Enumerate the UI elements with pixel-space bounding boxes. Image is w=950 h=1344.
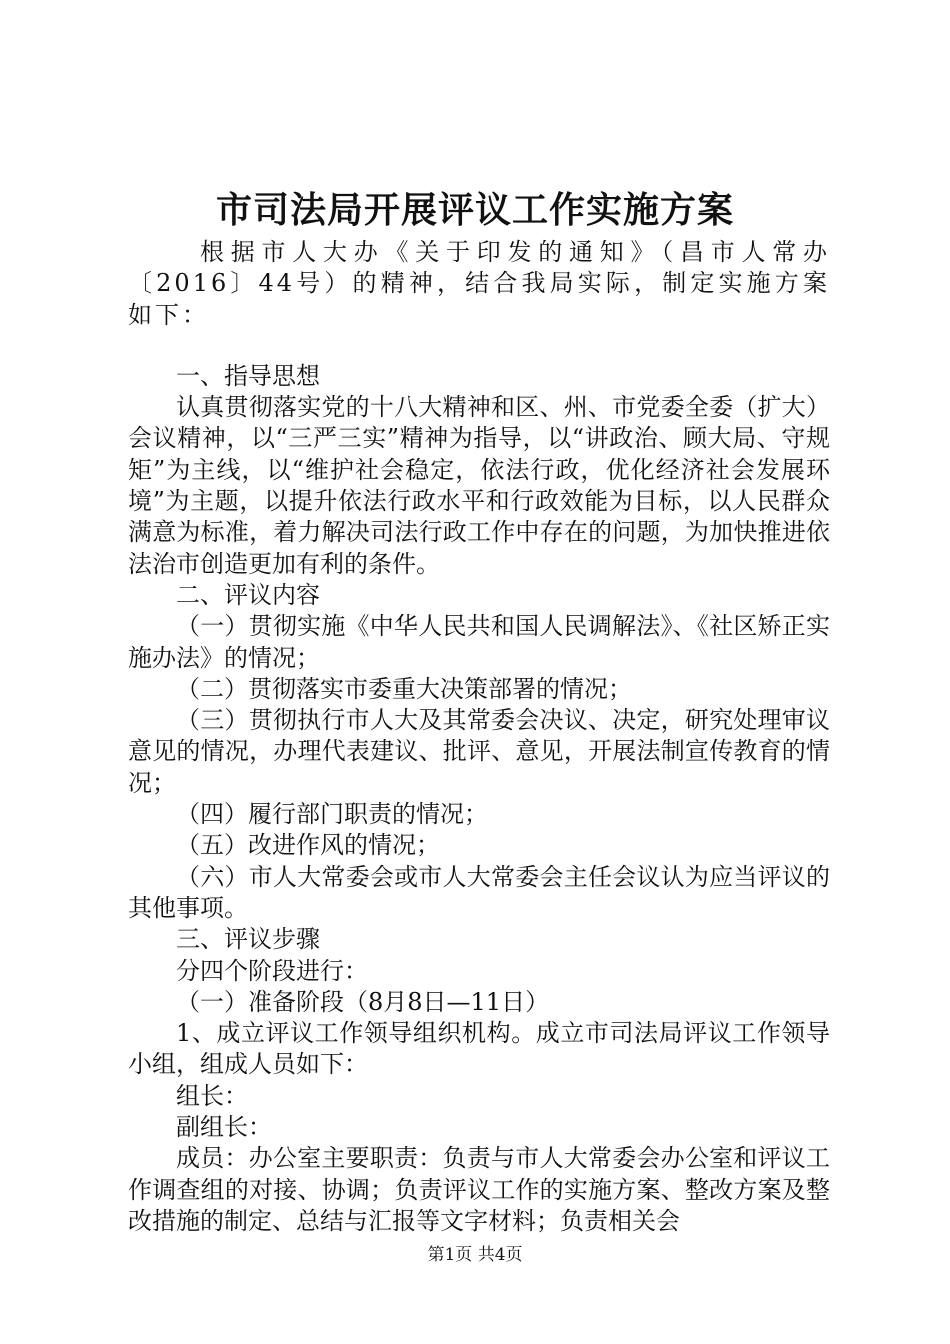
section-heading-review-steps: 三、评议步骤 bbox=[176, 925, 320, 954]
section-heading-review-content: 二、评议内容 bbox=[176, 580, 320, 609]
document-title: 市司法局开展评议工作实施方案 bbox=[215, 189, 734, 231]
body-paragraph: 组长： bbox=[176, 1081, 248, 1110]
list-item: （一）贯彻实施《中华人民共和国人民调解法》、《社区矫正实施办法》的情况； bbox=[128, 612, 830, 672]
body-paragraph: 成员：办公室主要职责：负责与市人大常委会办公室和评议工作调查组的对接、协调；负责评议工作的实施方案、整改方案及整改措施的制定、总结与汇报等文字材料；负责相关会 bbox=[128, 1144, 830, 1235]
list-item: （二）贯彻落实市委重大决策部署的情况； bbox=[176, 674, 632, 703]
body-paragraph: 1、成立评议工作领导组织机构。成立市司法局评议工作领导小组，组成人员如下： bbox=[128, 1019, 830, 1079]
list-item: （三）贯彻执行市人大及其常委会决议、决定，研究处理审议意见的情况，办理代表建议、批评、意见，开展法制宣传教育的情况； bbox=[128, 706, 830, 797]
body-paragraph: 分四个阶段进行： bbox=[176, 956, 368, 985]
body-paragraph: 副组长： bbox=[176, 1113, 272, 1142]
section-heading-guiding-thought: 一、指导思想 bbox=[176, 361, 320, 390]
list-item: （一）准备阶段（8月8日—11日） bbox=[176, 987, 550, 1016]
list-item: （四）履行部门职责的情况； bbox=[176, 800, 488, 829]
document-body bbox=[128, 237, 830, 1237]
list-item: （六）市人大常委会或市人大常委会主任会议认为应当评议的其他事项。 bbox=[128, 862, 830, 922]
body-paragraph: 认真贯彻落实党的十八大精神和区、州、市党委全委（扩大）会议精神，以“三严三实”精神为指导，以“讲政治、顾大局、守规矩”为主线，以“维护社会稳定，依法行政，优化经济社会发展环境”为主题，以提升依法行政水平和行政效能为目标，以人民群众满意为标准，着力解决司法行政工作中存在的问题，为加快推进依法治市创造更加有利的条件。 bbox=[128, 393, 830, 578]
page-number-footer: 第1页 共4页 bbox=[427, 1245, 523, 1265]
intro-paragraph: 根据市人大办《关于印发的通知》（昌市人常办〔2016〕44号）的精神，结合我局实际，制定实施方案如下： bbox=[128, 238, 830, 329]
list-item: （五）改进作风的情况； bbox=[176, 831, 440, 860]
